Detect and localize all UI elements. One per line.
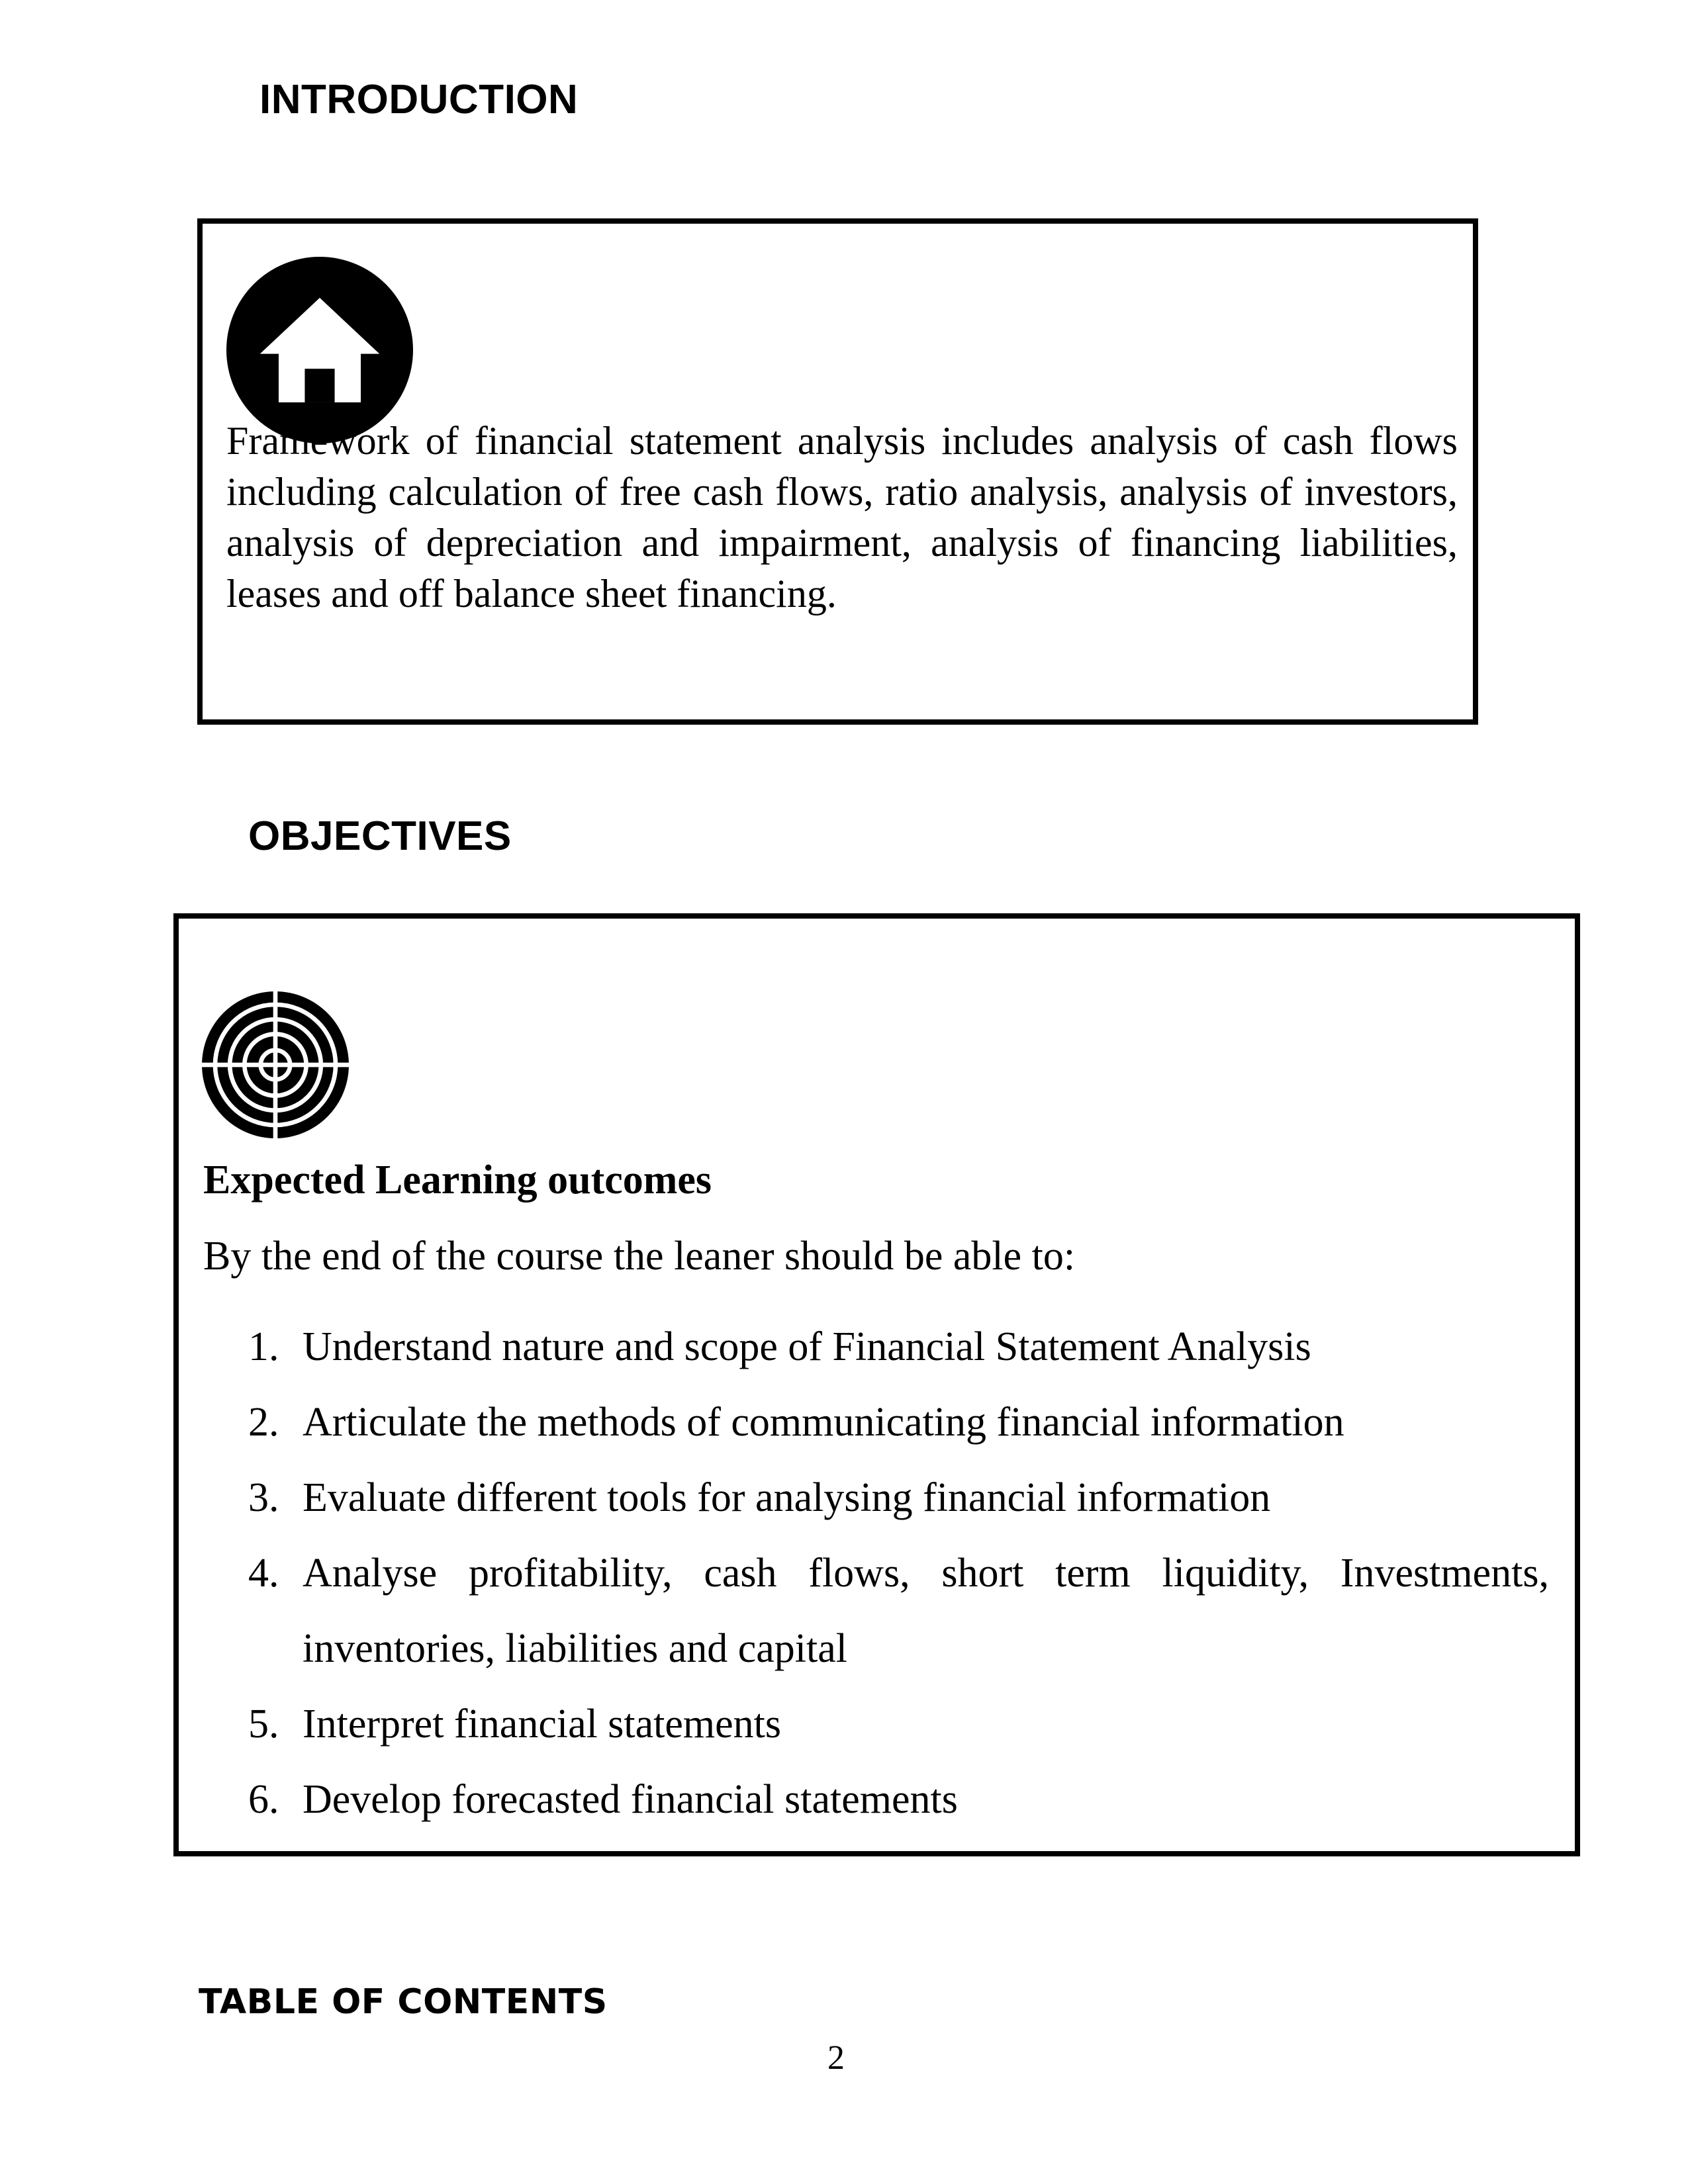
objectives-heading: OBJECTIVES <box>248 813 512 859</box>
list-text: Evaluate different tools for analysing financial information <box>303 1475 1271 1520</box>
list-number: 1. <box>248 1324 279 1369</box>
list-number: 6. <box>248 1777 279 1822</box>
list-number: 3. <box>248 1475 279 1520</box>
outcomes-title: Expected Learning outcomes <box>203 1158 712 1203</box>
list-text: Analyse profitability, cash flows, short term liquidity, Investments, inventories, liabilities and capital <box>303 1551 1549 1671</box>
list-item <box>179 1385 1549 1460</box>
page-number: 2 <box>827 2039 845 2077</box>
introduction-heading: INTRODUCTION <box>259 77 579 122</box>
introduction-box <box>197 218 1478 725</box>
list-item <box>179 1686 1549 1762</box>
outcomes-intro: By the end of the course the leaner should be able to: <box>203 1234 1076 1279</box>
list-text: Understand nature and scope of Financial Statement Analysis <box>303 1324 1311 1369</box>
list-item <box>179 1762 1549 1837</box>
objectives-box <box>173 913 1580 1856</box>
outcomes-list <box>179 1309 1549 1837</box>
target-icon <box>202 991 349 1138</box>
introduction-text: Framework of financial statement analysis includes analysis of cash flows including calculation of free cash flows, ratio analysis, analysis of investors, analysis of depreciation and impairment, analysis of financing liabilities, leases and off balance sheet financing. <box>226 419 1458 615</box>
list-text: Articulate the methods of communicating financial information <box>303 1400 1344 1445</box>
list-item <box>179 1309 1549 1385</box>
list-text: Develop forecasted financial statements <box>303 1777 958 1822</box>
list-item <box>179 1535 1549 1686</box>
list-number: 4. <box>248 1551 279 1596</box>
table-of-contents-heading: TABLE OF CONTENTS <box>199 1982 608 2022</box>
list-number: 5. <box>248 1702 279 1747</box>
list-item <box>179 1460 1549 1535</box>
list-number: 2. <box>248 1400 279 1445</box>
list-text: Interpret financial statements <box>303 1702 782 1747</box>
